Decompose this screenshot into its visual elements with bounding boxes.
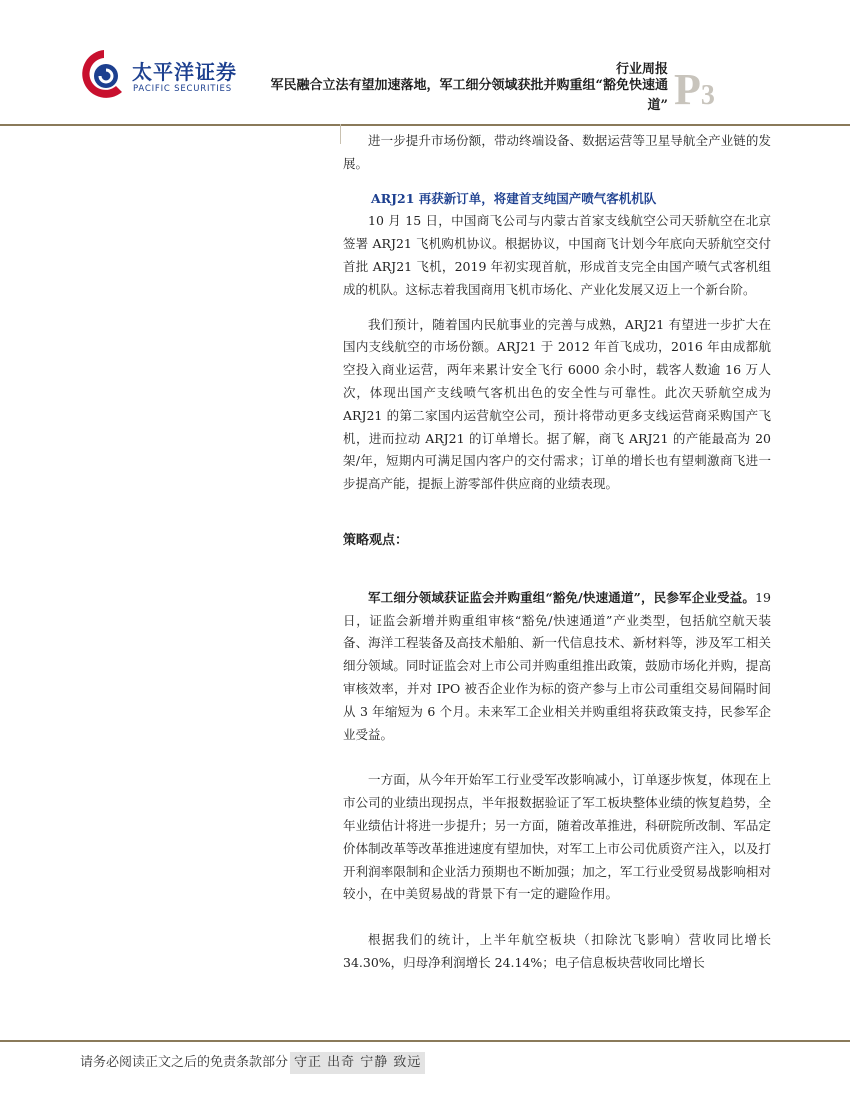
report-body — [343, 130, 771, 975]
paragraph-arj21-order: 10 月 15 日，中国商飞公司与内蒙古首家支线航空公司天骄航空在北京签署 ARJ21 飞机购机协议。根据协议，中国商飞计划今年底向天骄航空交付首批 ARJ21 飞机，2019 年初实现首航，形成首支完全由国产喷气式客机组成的机队。这标志着我国商用飞机市场化、产业化发展又迈上一个新台阶。 — [343, 213, 771, 297]
disclaimer-text: 请务必阅读正文之后的免责条款部分 — [80, 1055, 289, 1070]
report-type-label: 行业周报 — [615, 62, 668, 77]
paragraph-merger-policy — [343, 587, 771, 747]
page-number-value: 3 — [700, 80, 715, 111]
paragraph-satellite-nav: 进一步提升市场份额，带动终端设备、数据运营等卫星导航全产业链的发展。 — [343, 133, 771, 171]
pacific-securities-logo-icon — [78, 46, 130, 106]
page-footer — [80, 1052, 425, 1074]
subheading-arj21: ARJ21 再获新订单，将建首支纯国产喷气客机机队 — [371, 190, 657, 206]
section-title-strategy: 策略观点： — [343, 532, 409, 548]
column-divider — [340, 124, 341, 144]
paragraph-industry-recovery: 一方面，从今年开始军工行业受军改影响减小，订单逐步恢复，体现在上市公司的业绩出现拐点，半年报数据验证了军工板块整体业绩的恢复趋势，全年业绩估计将进一步提升；另一方面，随着改革推进，科研院所改制、军品定价体制改革等改革推进速度有望加快，对军工上市公司优质资产注入，以及打开利润率限制和企业活力预期也不断加强；加之，军工行业受贸易战影响相对较小，在中美贸易战的背景下有一定的避险作用。 — [343, 772, 771, 902]
paragraph-arj21-forecast: 我们预计，随着国内民航事业的完善与成熟，ARJ21 有望进一步扩大在国内支线航空的市场份额。ARJ21 于 2012 年首飞成功，2016 年由成都航空投入商业运营，两年来累计安全飞行 6000 余小时，载客人数逾 16 万人次，体现出国产支线喷气客机出色的安全性与可靠性。此次天骄航空成为 ARJ21 的第二家国内运营航空公司，预计将带动更多支线运营商采购国产飞机，进而拉动 ARJ21 的订单增长。据了解，商飞 ARJ21 的产能最高为 20 架/年，短期内可满足国内客户的交付需求；订单的增长也有望刺激商飞进一步提高产能，提振上游零部件供应商的业绩表现。 — [343, 316, 771, 492]
report-header-title: 军民融合立法有望加速落地，军工细分领域获批并购重组“豁免快速通道” — [270, 78, 668, 113]
page-number — [674, 64, 715, 115]
page-letter: P — [674, 65, 701, 114]
footer-rule — [0, 1040, 850, 1042]
company-logo — [78, 46, 248, 106]
header-rule — [0, 124, 850, 126]
paragraph-lead-bold: 军工细分领域获证监会并购重组“豁免/快速通道”，民参军企业受益。 — [368, 589, 756, 605]
company-motto: 守正 出奇 宁静 致远 — [290, 1052, 425, 1074]
brand-name-en: PACIFIC SECURITIES — [133, 84, 232, 94]
paragraph-merger-detail: 19 日，证监会新增并购重组审核“豁免/快速通道”产业类型，包括航空航天装备、海洋工程装备及高技术船舶、新一代信息技术、新材料等，涉及军工相关细分领域。同时证监会对上市公司并购重组推出政策，鼓励市场化并购，提高审核效率，并对 IPO 被否企业作为标的资产参与上市公司重组交易间隔时间从 3 年缩短为 6 个月。未来军工企业相关并购重组将获政策支持，民参军企业受益。 — [343, 589, 771, 742]
brand-name-cn: 太平洋证券 — [132, 60, 237, 84]
paragraph-statistics: 根据我们的统计，上半年航空板块（扣除沈飞影响）营收同比增长 34.30%，归母净利润增长 24.14%；电子信息板块营收同比增长 — [343, 932, 771, 970]
